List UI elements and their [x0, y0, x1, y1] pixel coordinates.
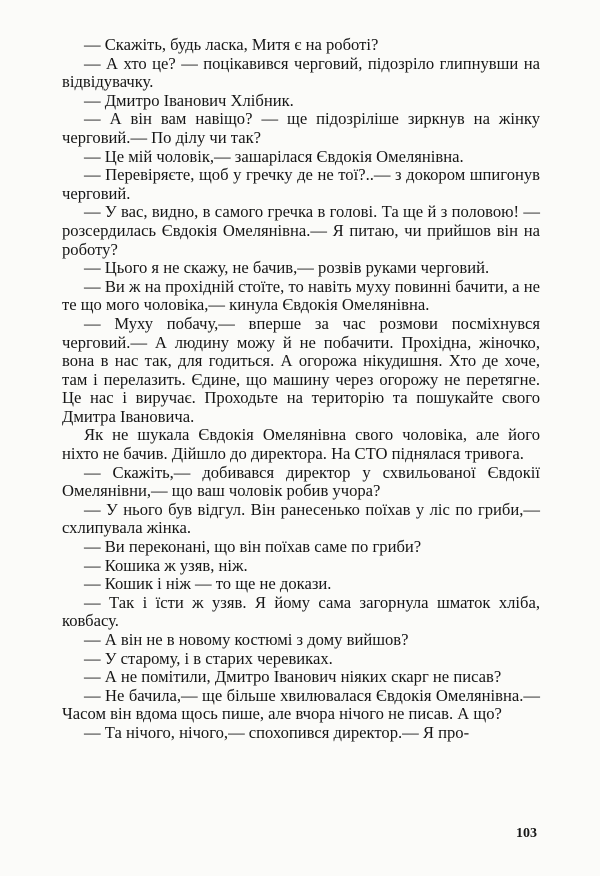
paragraph: — Дмитро Іванович Хлібник. [84, 90, 294, 110]
paragraph: — Це мій чоловік,— зашарілася Євдокія Омелянівна. [84, 146, 464, 166]
paragraph: — Так і їсти ж узяв. Я йому сама загорнула шматок хліба, ковбасу. [62, 592, 540, 631]
paragraph: — Та нічого, нічого,— спохопився директор.— Я про- [84, 722, 470, 742]
paragraph: Як не шукала Євдокія Омелянівна свого чоловіка, але його ніхто не бачив. Дійшло до директора. На СТО піднялася тривога. [62, 425, 540, 464]
paragraph: — У нього був відгул. Він ранесенько поїхав у ліс по гриби,— схлипувала жінка. [62, 499, 540, 538]
paragraph: — А він не в новому костюмі з дому вийшов? [84, 630, 409, 649]
paragraph: — Цього я не скажу, не бачив,— розвів руками черговий. [84, 258, 490, 278]
body-text [62, 36, 540, 743]
page-number: 103 [516, 826, 537, 841]
paragraph: — Ви переконані, що він поїхав саме по гриби? [84, 537, 422, 557]
paragraph: — Не бачила,— ще більше хвилювалася Євдокія Омелянівна.— Часом він вдома щось пише, але вчора нічого не писав. А що? [62, 685, 540, 724]
paragraph: — Кошик і ніж — то ще не докази. [84, 574, 332, 594]
paragraph: — Кошика ж узяв, ніж. [84, 555, 248, 575]
paragraph: — Скажіть,— добивався директор у схвильованої Євдокії Омелянівни,— що ваш чоловік робив учора? [62, 462, 540, 501]
paragraph: — Перевіряєте, щоб у гречку де не тої?..— з докором шпигонув черговий. [62, 165, 540, 203]
paragraph: — У вас, видно, в самого гречка в голові. Та ще й з половою! — розсердилась Євдокія Омелянівна.— Я питаю, чи прийшов він на роботу? [62, 202, 540, 259]
paragraph: — А не помітили, Дмитро Іванович ніяких скарг не писав? [84, 667, 502, 687]
paragraph: — Ви ж на прохідній стоїте, то навіть муху повинні бачити, а не те що мого чоловіка,— кинула Євдокія Омелянівна. [62, 276, 540, 315]
paragraph: — А хто це? — поцікавився черговий, підозріло глипнувши на відвідувачку. [62, 53, 540, 92]
paragraph: — Скажіть, будь ласка, Митя є на роботі? [84, 35, 379, 54]
paragraph: — Муху побачу,— вперше за час розмови посміхнувся черговий.— А людину можу й не побачити. Прохідна, жіночко, вона в нас так, для годиться. А огорожа нікудишня. Хто де хоче, там і перелазить. Єдине, що машину через огорожу не перетягне. Це нас і виручає. Проходьте на територію та пошукайте свого Дмитра Івановича. [62, 313, 540, 426]
paragraph: — А він вам навіщо? — ще підозріліше зиркнув на жінку черговий.— По ділу чи так? [62, 109, 540, 147]
paragraph: — У старому, і в старих черевиках. [84, 648, 333, 668]
